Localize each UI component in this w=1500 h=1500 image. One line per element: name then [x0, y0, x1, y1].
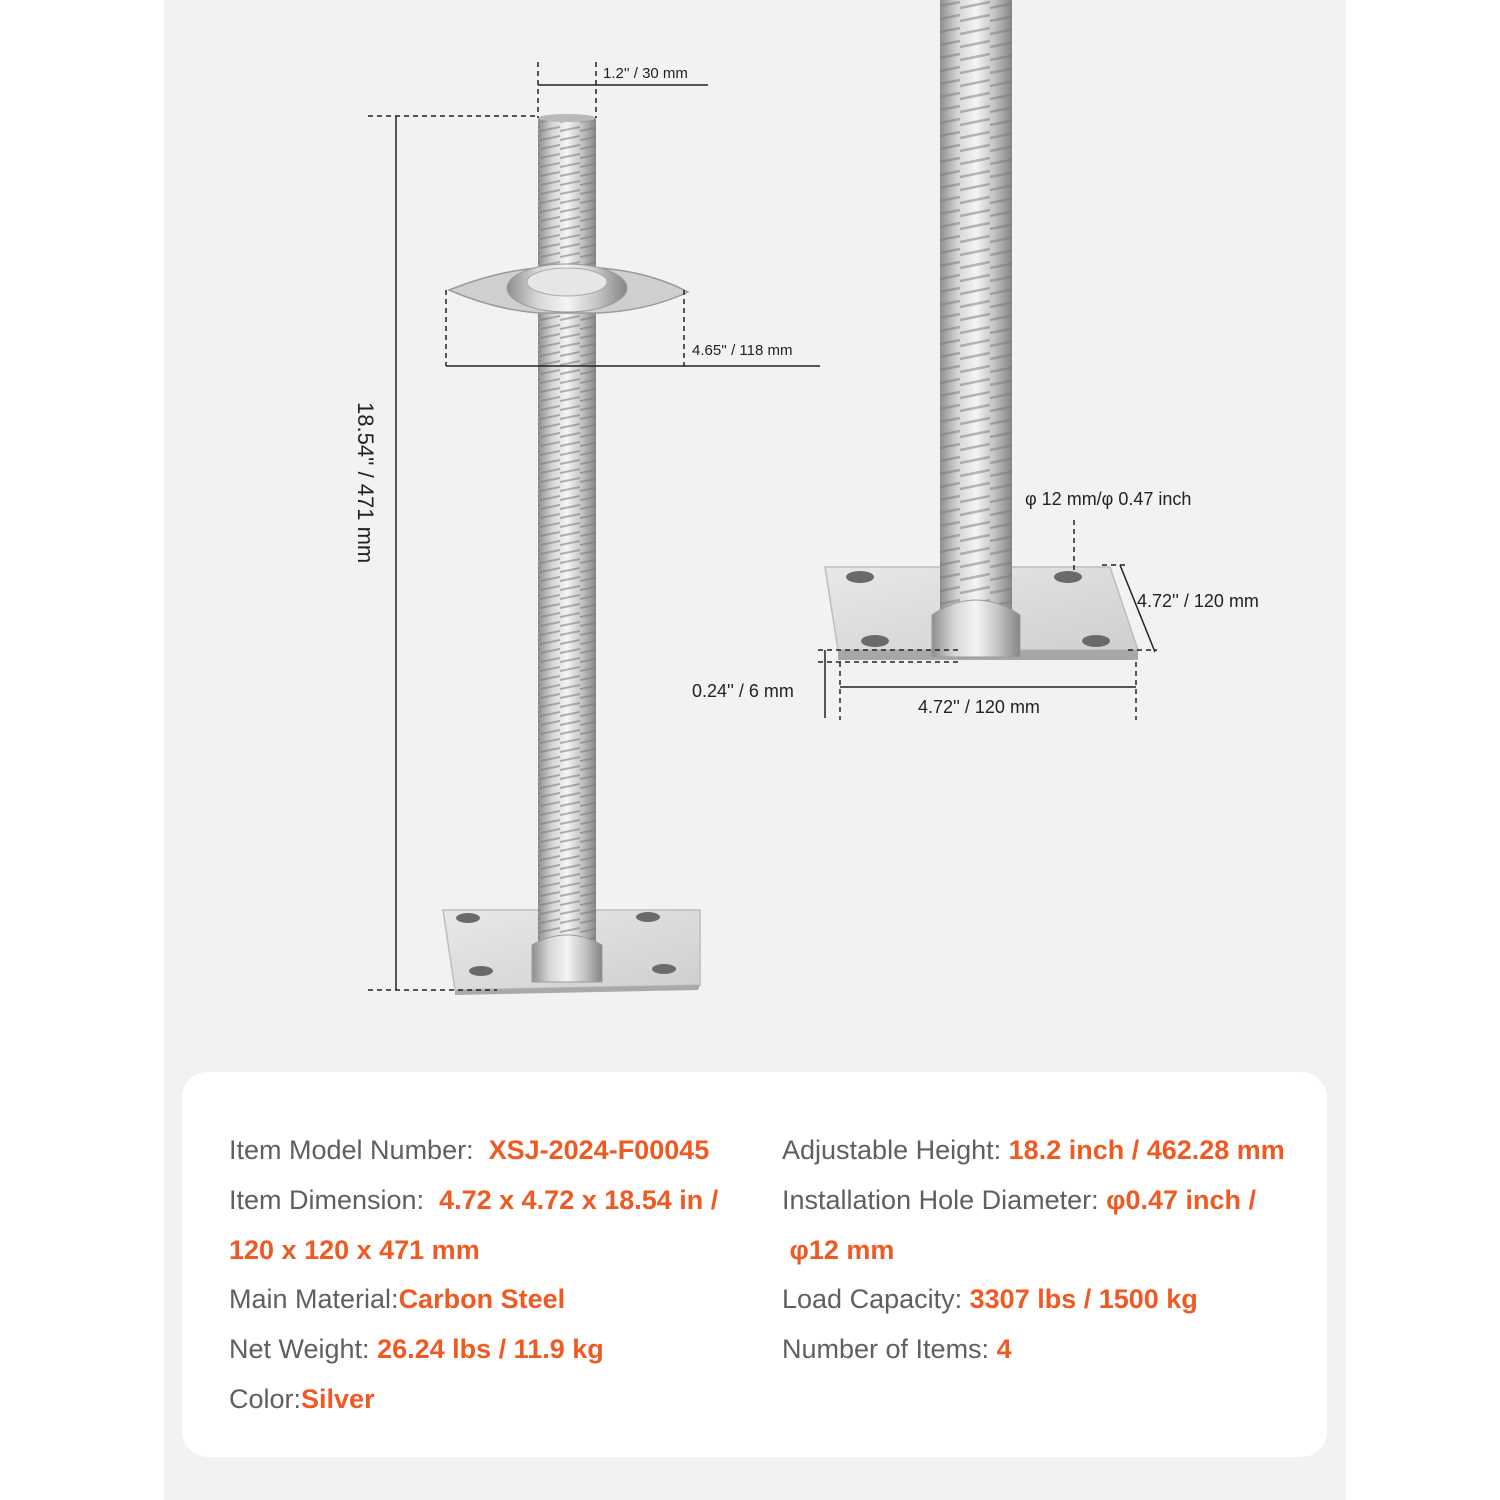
mounting-hole: [456, 913, 480, 923]
detail-mounting-hole: [1054, 571, 1082, 583]
spec-item-dimension-cont: 120 x 120 x 471 mm: [229, 1234, 480, 1265]
mounting-hole: [636, 912, 660, 922]
spec-color: Color:Silver: [229, 1383, 375, 1414]
specs-right-column: [782, 1126, 1322, 1375]
handle-width-dimension: 4.65'' / 118 mm: [692, 342, 793, 359]
spec-hole-diameter: Installation Hole Diameter: φ0.47 inch /: [782, 1184, 1257, 1215]
specifications-panel: [182, 1072, 1327, 1457]
spec-model-number: Item Model Number: XSJ-2024-F00045: [229, 1135, 710, 1165]
specs-left-column: [229, 1126, 759, 1425]
spec-main-material: Main Material:Carbon Steel: [229, 1284, 566, 1315]
base-plate-detail-view: [692, 0, 1259, 720]
detail-mounting-hole: [861, 635, 889, 647]
spec-item-dimension: Item Dimension: 4.72 x 4.72 x 18.54 in /: [229, 1184, 719, 1215]
spec-number-of-items: Number of Items: 4: [782, 1334, 1012, 1365]
detail-mounting-hole: [1082, 635, 1110, 647]
wing-nut-handle: [449, 264, 688, 313]
plate-thickness-dimension: 0.24'' / 6 mm: [692, 681, 794, 701]
spec-load-capacity: Load Capacity: 3307 lbs / 1500 kg: [782, 1284, 1198, 1315]
spec-net-weight: Net Weight: 26.24 lbs / 11.9 kg: [229, 1334, 604, 1365]
detail-mounting-hole: [846, 571, 874, 583]
spec-adjustable-height: Adjustable Height: 18.2 inch / 462.28 mm: [782, 1135, 1285, 1165]
plate-depth-dimension: 4.72'' / 120 mm: [1137, 591, 1259, 611]
hole-diameter-dimension: φ 12 mm/φ 0.47 inch: [1025, 489, 1192, 509]
screw-jack-full-view: [353, 62, 820, 995]
mounting-hole: [652, 964, 676, 974]
spec-hole-diameter-cont: φ12 mm: [789, 1234, 895, 1265]
plate-width-dimension: 4.72'' / 120 mm: [918, 697, 1040, 717]
mounting-hole: [469, 966, 493, 976]
total-height-dimension: 18.54'' / 471 mm: [353, 402, 378, 564]
top-thread-dimension: 1.2'' / 30 mm: [603, 65, 688, 82]
